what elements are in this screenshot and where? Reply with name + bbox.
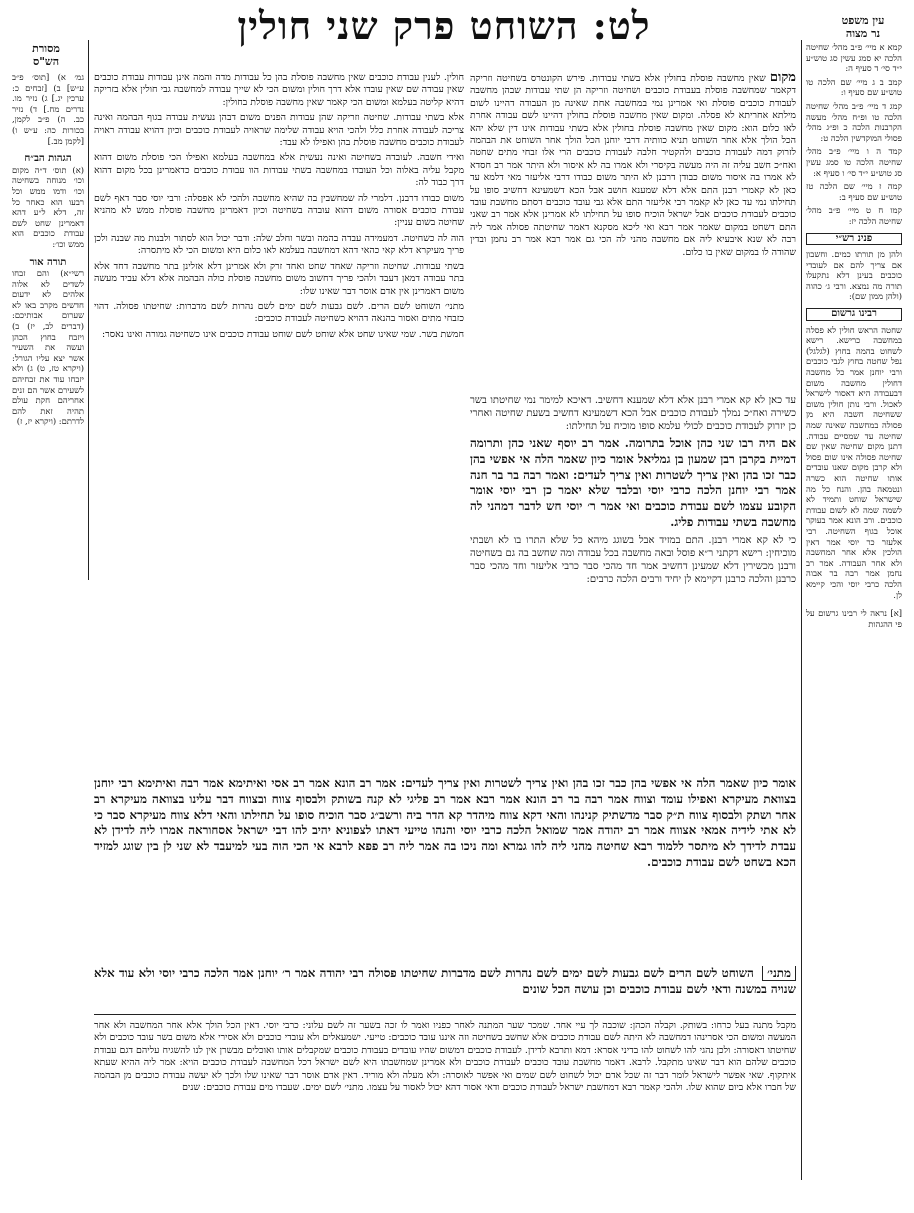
mishna-label: מתני׳ xyxy=(762,966,796,981)
ein-mishpat-entry: קמא א מיי׳ פ״ב מהל׳ שחיטה הלכה יא סמג עשין סג טוש״ע י״ד סי׳ ד סעיף ה: xyxy=(806,42,902,74)
rashi-paragraph: אלא בשתי עבודות. שחיטה וזריקה שהן עבודות הפנים משום דבהן נעשית עבודה בגוף הבהמה ואינה צריכה לעבודה אחרת כלל ולהכי הויא עבודה שלימה שראויה לעבודת כוכבים וכיון דהויא עבודה ראויה לעבודת כוכבים מחשבה פוסלת בהן ואפילו לא עבד: xyxy=(94,112,464,149)
ein-mishpat-entry: קמו ח ט מיי׳ פ״ב מהל׳ שחיטה הלכה יז: xyxy=(806,205,902,226)
gemara-p2: עד כאן לא קא אמרי רבנן אלא דלא שמענא דחשיב. דאיכא למימר נמי שחיטתו בשר כשירה ואח״כ נמלך לעבודת כוכבים אבל הכא דשמעינא דחשיב בשעת שחיטה ואחרי כן יזרוק לעבודת כוכבים לכולי עלמא סופו מוכיח על תחילתו: xyxy=(470,395,796,432)
mishna-block xyxy=(94,966,796,1010)
rashi-paragraph: משום כבודו דרבנן. דלמרי לה שמחשבין בה שהיא מחשבה ולהכי לא אפסלה: ורבי יוסי סבר דאף לשם עבודת כוכבים אסורה משום דהוא עובדה בשחיטה וכיון דאמרינן מחשבה פוסלת ממש לא מהניא שחיטה בשום עניין: xyxy=(94,192,464,229)
rule-left-margin xyxy=(88,40,89,580)
gemara-lead-word: מקום xyxy=(769,72,796,85)
masoret-header: מסורת הש"ס xyxy=(32,42,60,68)
gemara-p4: כי לא קא אמרי רבנן. התם במזיד אבל בשוגג מיהא כל שלא התרו בו לא ושבתי מוכיחין: רישא דקתני ר״א פוסל ובאה מחשבה בכל עבודה ומה שחשב בה גם בשחיטה ורבנן מכשירין דלא שמעינן דחשיב אמר חד מהכי סבר כרבי אליעזר וחד מהכי סבר כרבנן והלכה כרבנן דקיימא לן יחיד ורבים הלכה כרבים: xyxy=(470,534,796,585)
rashi-column xyxy=(94,72,464,772)
ein-mishpat-header: עין משפט נר מצוה xyxy=(841,14,885,40)
gemara-text: שאין מחשבה פוסלת בחולין אלא בשתי עבודות. פירש הקונטרס בשחיטה וזריקה דקאמר שמחשבה פוסלת בעבודת כוכבים ושחיטה וזריקה הן שתי עבודות שבהן מחשבה לעבודת כוכבים פוסלת ואי אמרינן נמי במחשבה אחת שאינה מן העבודה דהיינו לשום מילתא אחריתא לא פסלה. ומקום שאין מחשבה פוסלת בחולין דהיינו לשם עבודה אחרת לאו כלום הוא: מקום שאין מחשבה פוסלת בחולין אלא בשתי עבודות אינו דין שלא יהא הכל הולך אלא אחר השוחט תניא כוותיה דרבי יוחנן הכל הולך אחר השוחט את הבהמה לזרוק דמה לעבודת כוכבים ולהקטיר חלבה לעבודת כוכבים הרי אלו זבחי מתים שחטה ואח״כ חשב עליה זה היה מעשה בקיסרי ולא אמרו בה לא איסור ולא היתר אמר רב חסדא לא אמרו בה איסור משום כבודן דרבנן לא היתר משום כבודו דרבי אליעזר מאי דלמא עד כאן לא קאמרי רבנן התם אלא דלא שמענא חושב אבל הכא דשמעינא דחשיב סופו על תחילתו נמי עד כאן לא קאמר רבי אליעזר התם אלא גבי עובד כוכבים דסתם מחשבת עובד כוכבים לעבודת כוכבים אבל ישראל הוכיח סופו על תחילתו לא אמרינן אלא אמר רב שאני התם דשחט במקום שאמר אמר רבא ואי ליכא מסקנא דאמר שחיטתה פסולה אמר ליה רבה לא שנא איבעיא ליה אם מחשבה מהני לה הכי גם אמר רבא אמר רב נחמן ובדין שהודה לו במקום שאין בו כלום. xyxy=(470,73,796,258)
pninei-rashi-text: ולהן מן תורתו כמים. וחשבון אם צריך להם אם לעובדי כוכבים בעינן דלא נתקעלו תורה מה נמצא. ורבי ג׳ כהוה (ולהן ממון שם): xyxy=(806,249,902,302)
torah-or-title: תורה אור xyxy=(29,256,67,268)
hagahot-title: הגהות הב״ח xyxy=(24,153,72,165)
masoret-entry: גמ׳ א) [תוס׳ פ״ב ע״ש] ב) [זבחים כ: ערכין יג.] ג) נזיר מו. נדרים מח.] ד) נזיר כב. ה) פ״ב לקמן, בכורות כה: ע״ש ו) [לקמן מב.] xyxy=(12,72,84,146)
bottom-commentary xyxy=(94,1020,796,1198)
rashi-paragraph: בשתי עבודות. שחיטה וזריקה שאחד שחט ואחד זרק ולא אמרינן דלא אזלינן בתר מחשבה דחד אלא בתר עבודה דמאן דעבד ולהכי פריך דחשוב משום מחשבה פוסלת כולה הבהמה אלא דלא עביד מעשה משום דאמרינן אין אדם אוסר דבר שאינו שלו: xyxy=(94,260,464,297)
rule-right-margin xyxy=(801,40,802,1180)
rashi-paragraph: הוה לה כשחיטה. דמעמידה עבדה בהמה ובשר וחלב שלה: ודבר יכול הוא לסתור ולבנות מה שבנה ולכן פריך מעיקרא דלא קאי כהאי דהא דמחשבה בעלמא לאו כלום היא ומשום הכי לא מיתסרה: xyxy=(94,232,464,257)
gemara-wide-block xyxy=(94,776,796,966)
mishna-text: השוחט לשם הרים לשם גבעות לשם ימים לשם נהרות לשם מדברות שחיטתו פסולה רבי יהודה אמר ר׳ יוחנן אמר הלכה כרבי יוסי ולא עוד אלא שנויה במשנה ודאי לשם עבודת כוכבים וכן עושה הכל שונים xyxy=(94,966,796,996)
gemara-p5: אומר כיון שאמר הלה אי אפשי בהן כבר זכו בהן ואין צריך לשטרות ואין צריך לעדים: אמר רב הונא אמר רב אסי ואיתימא אמר רבה ואיתימא רבי יוחנן בצוואת מעיקרא ואפילו עומד וצווח אמר רבה בר רב הונא אמר רבא אמר רב פליגי לא קנה בשותק ולבסוף צווח ובצווח דבר עלינו בצוואה מעיקרא רב אחר ושתק ולבסוף צווח ת״ק סבר מדשתיק קנינהו והאי דקא צווח מיהדר קא הדר ביה ורשב״ג סבר הוכיח סופו על תחילתו והאי דלא צווח מעיקרא סבר כי לא אתי לידיה אמאי אצווח אמר רב יהודה אמר שמואל הלכה כרבי יוסי והנהו טייעי דאתו לצפוניא יהיב להו דבי ישראל אסחוראה אמרו ליה לדידן לא עבדת לדידך לא מיתסר ללמוד רבא שחיטה מהני ליה להו גמרא ומה ניכו בה אמר ליה רב פפא לרבא אי הכי הוה בעי למיעבד לא שני לן בין שוגג למזיד הכא בשחט לשם עבודת כוכבים. xyxy=(94,776,796,869)
gemara-p3: אם היה רבו שני כהן אוכל בתרומה. אמר רב יוסף שאני כהן ותרומה דמיית בקרבן רבן שמעון בן גמליאל אומר כיון שאמר הלה אי אפשי בהן כבר זכו בהן ואין צריך לשטרות ואין צריך לעדים: ואמר רבה בר בר חנה אמר רבי יוחנן הלכה כרבי יוסי ובלבד שלא יאמר כן רבי יוסי אומר הקובע עצמו לשם עבודת כוכבים ואי אמר ר׳ יוסי חש לדבר דמהני לה מחשבה בשתי עבודות פליג. xyxy=(470,436,796,529)
bottom-commentary-text: מקבל מתנה בעל כרחו: בשותק. וקבלה הכהן: שוכבה לך עיי אחד. שמכר שער המתנה לאחר כפניו ואמר לו זכה בשער זה לשם עלוני: כרבי יוסי. דאין הכל הולך אלא אחר המחשבה ולא אחר המעשה ומשום הכי אסרינהו דמחשבה לא היתה לשם עבודת כוכבים אלא שחשב בשחיטה וזה איננו עובד כוכבים: טייעי. ישמעאלים ולא עובדי כוכבים ולא אסירי אלא משום בשר עובד כוכבים ולא שחיטתו דאסורה: ולכן נהגי להו לשחוט להו בדיני אסרא: דמא ותרבא לדידן. לעבודת כוכבים דמשום שהיו עובדים בעבודת כוכבים שמקבלים אותו ואוכלים מבשרן אין לנו להשגיח עליהם דגם עבודת כוכבים שלהם הוא דבר שאינו מתקבל. לרבא. דאמר מחשבת עובד כוכבים לעבודת כוכבים ולא אמרינן שמחשבתו היא לשם ישראל דכל המחשבה לעבודת כוכבים הויא: אמר ליה ההיא שעתא איתקוף. שאי אפשר לישראל לומר דבר זה שכל אדם יכול לשחוט לשם שמים ואי אפשר לאוסרה: ולא מעלה ולא מוריד. דאין אדם אוסר דבר שאינו שלו ולכך לא יעשה עבודת כוכבים מן הבהמה של חברו אלא ביום שהוא שלו. ולהכי קאמר רבא דמחשבת ישראל לעבודת כוכבים ודאי אסור דהא יכול לאסור על עצמו. מתני׳ לשם ימים. שעבדו מים עבודת כוכבים: שנים xyxy=(94,1020,796,1094)
torah-or-text: רשי״א) והם זבחו לשדים לא אלוה אלהים לא ידעום חדשים מקרב באו לא שערום אבותיכם: (דברים לב, יז) ב) ויזבח בחוץ הכהן ועשה את השעיר אשר יצא עליו הגורל: (ויקרא טז, ט) ג) ולא יזבחו עוד את זבחיהם לשעירם אשר הם זנים אחריהם חקת עולם תהיה זאת להם לדרתם: (ויקרא יז, ז) xyxy=(12,268,84,427)
footnote: [א] נראה לי רבינו גרשום על פי ההגהות xyxy=(806,608,902,629)
rule-bottom-divider xyxy=(94,1014,796,1015)
rabbenu-gershom-title: רבינו גרשום xyxy=(806,308,902,321)
page-title: לט: השוחט פרק שני חולין xyxy=(237,3,651,48)
rashi-paragraph: מתני׳ השוחט לשם הרים. לשם גבעות לשם ימים לשם נהרות לשם מדברות: שחיטתו פסולה. דהוי כזבחי מתים ואסור בהנאה דהויא כשחיטה לעבודת כוכבים: xyxy=(94,300,464,325)
ein-mishpat-entry: קמד ה ו מיי׳ פ״ב מהל׳ שחיטה הלכה טו סמג עשין סג טוש״ע י״ד סי׳ ו סעיף א: xyxy=(806,146,902,178)
gemara-top-block xyxy=(470,72,796,392)
rashi-paragraph: חמשת בשר. שמי שאינו שחט אלא שוחט לשם שוחט עבודת כוכבים אינו כשחיטה גמורה ואינו נאסר: xyxy=(102,328,464,340)
masoret-column xyxy=(12,72,84,572)
rashi-paragraph: ואידי חשבה. לעובדה בשחיטה ואינה נעשית אלא במחשבה בעלמא ואפילו הכי פוסלת משום דהוא מקבל עליה באלוה וכל העובדו במחשבה בשתי עבודות הוו עבודת כוכבים כדאמרינן בכל מקום דהוא דרך כבוד לה: xyxy=(94,152,464,189)
ein-mishpat-entry: קמה ז מיי׳ שם הלכה טז טוש״ע שם סעיף ב: xyxy=(806,181,902,202)
ein-mishpat-entry: קמג ד מיי׳ פ״ב מהל׳ שחיטה הלכה טו ופ״ח מהל׳ מעשה הקרבנות הלכה כ ופ״ג מהל׳ פסולי המוקדשין הלכה ט: xyxy=(806,100,902,143)
ein-mishpat-entry: קמב ב ג מיי׳ שם הלכה טו טוש״ע שם סעיף ו: xyxy=(806,76,902,98)
rashi-paragraph: חולין. לענין עבודת כוכבים שאין מחשבה פוסלת בהן כל עבודות מדה והמה אינן עבודות עבודת כוכבים שאין עבודה שם שאין עובדו אלא דרך חולין ומשום הכי לא שייך עבודה למחשבה גבי חולין אלא בזריקה דהיא קליטה בעלמא ומשום הכי קאמר שאין מחשבה פוסלת בחולין: xyxy=(94,72,464,108)
ein-mishpat-column xyxy=(806,42,902,1172)
pninei-rashi-title: פנינ רש״י xyxy=(806,233,902,246)
rabbenu-gershom-text: שחטה הראש חולין לא פסלה במחשבה כרישא. רישא לשחוט בהמה בחוץ (לגלגל) נפל שחטה בחוץ לגבי כוכבים ורבי יוחנן אמר כל מחשבה דחולין מחשבה משום דבעבודה היא דאסור לישראל לאכול. ורבי נותן חולין משום ששחיטה חשבה היא מן פסולה במחשבה שאינה שמה שחיטה עד שמסיים עבודה. דתנן מקום שחיטה שאין שם שחיטה פסולה אינו שום פסול ולא קרבן מקום שאנו עובדים אותו שחיטה הוא כשרה ונטמאה בהן. והנח כל מה שישראל שוחט ותמיד לא לשמה שמה לא לשום עבודת כוכבים. ורב הונא אמר בעוקר אוכל בגוף השחיטה. רבי אלעזר כר יוסי אמר דאין הולכין אלא אחר המחשבה ולא אחר העבודה. אמר רב נחמן אמר רבה בר אבוה הלכה כרבי יוסי והכי קיימא לן. xyxy=(806,324,902,600)
hagahot-text: (א) תוס׳ ד״ה מקום וכו׳ מנוחה בשחיטה וכו׳ ודמו ממש וכל רבעו הוא כאחר כל זה, דלא ל״ע דהא דאמרינן שחט לשם עבודת כוכבים הוא ממש וכו׳: xyxy=(12,164,84,249)
